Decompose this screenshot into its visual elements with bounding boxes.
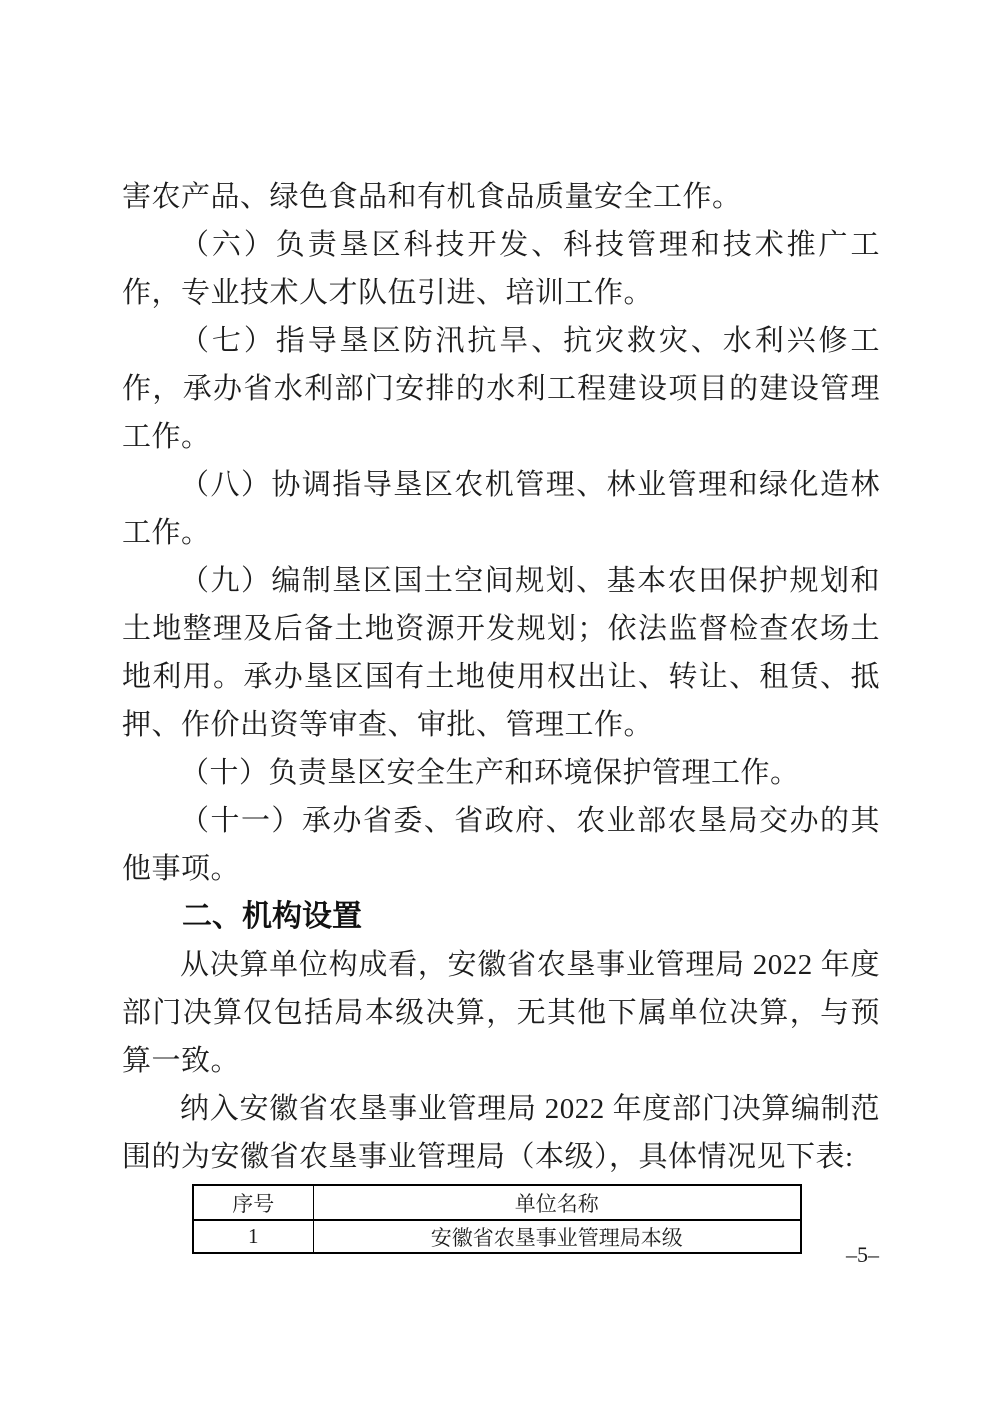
table-header-row [193, 1185, 801, 1220]
section-heading-organization: 二、机构设置 [182, 900, 362, 933]
units-table [192, 1184, 802, 1254]
document-body [122, 173, 880, 1254]
table-cell-unit-name: 安徽省农垦事业管理局本级 [313, 1220, 801, 1253]
paragraph-continuation: 害农产品、绿色食品和有机食品质量安全工作。 [122, 181, 742, 213]
paragraph-item-11: （十一）承办省委、省政府、农业部农垦局交办的其他事项。 [122, 805, 880, 885]
paragraph-unit-composition: 从决算单位构成看，安徽省农垦事业管理局 2022 年度部门决算仅包括局本级决算，无其他下属单位决算，与预算一致。 [122, 949, 880, 1077]
paragraph-item-6: （六）负责垦区科技开发、科技管理和技术推广工作，专业技术人才队伍引进、培训工作。 [122, 229, 880, 309]
table-header-unit-name: 单位名称 [313, 1185, 801, 1220]
table-cell-sequence: 1 [193, 1220, 313, 1253]
page-number: –5– [846, 1242, 879, 1267]
paragraph-item-10: （十）负责垦区安全生产和环境保护管理工作。 [180, 757, 800, 789]
paragraph-item-7: （七）指导垦区防汛抗旱、抗灾救灾、水利兴修工作，承办省水利部门安排的水利工程建设项目的建设管理工作。 [122, 325, 880, 453]
paragraph-scope-intro: 纳入安徽省农垦事业管理局 2022 年度部门决算编制范围的为安徽省农垦事业管理局（本级），具体情况见下表: [122, 1093, 880, 1173]
paragraph-item-9: （九）编制垦区国土空间规划、基本农田保护规划和土地整理及后备土地资源开发规划；依法监督检查农场土地利用。承办垦区国有土地使用权出让、转让、租赁、抵押、作价出资等审查、审批、管理工作。 [122, 565, 880, 741]
table-row [193, 1220, 801, 1253]
table-header-sequence: 序号 [193, 1185, 313, 1220]
paragraph-item-8: （八）协调指导垦区农机管理、林业管理和绿化造林工作。 [122, 469, 880, 549]
